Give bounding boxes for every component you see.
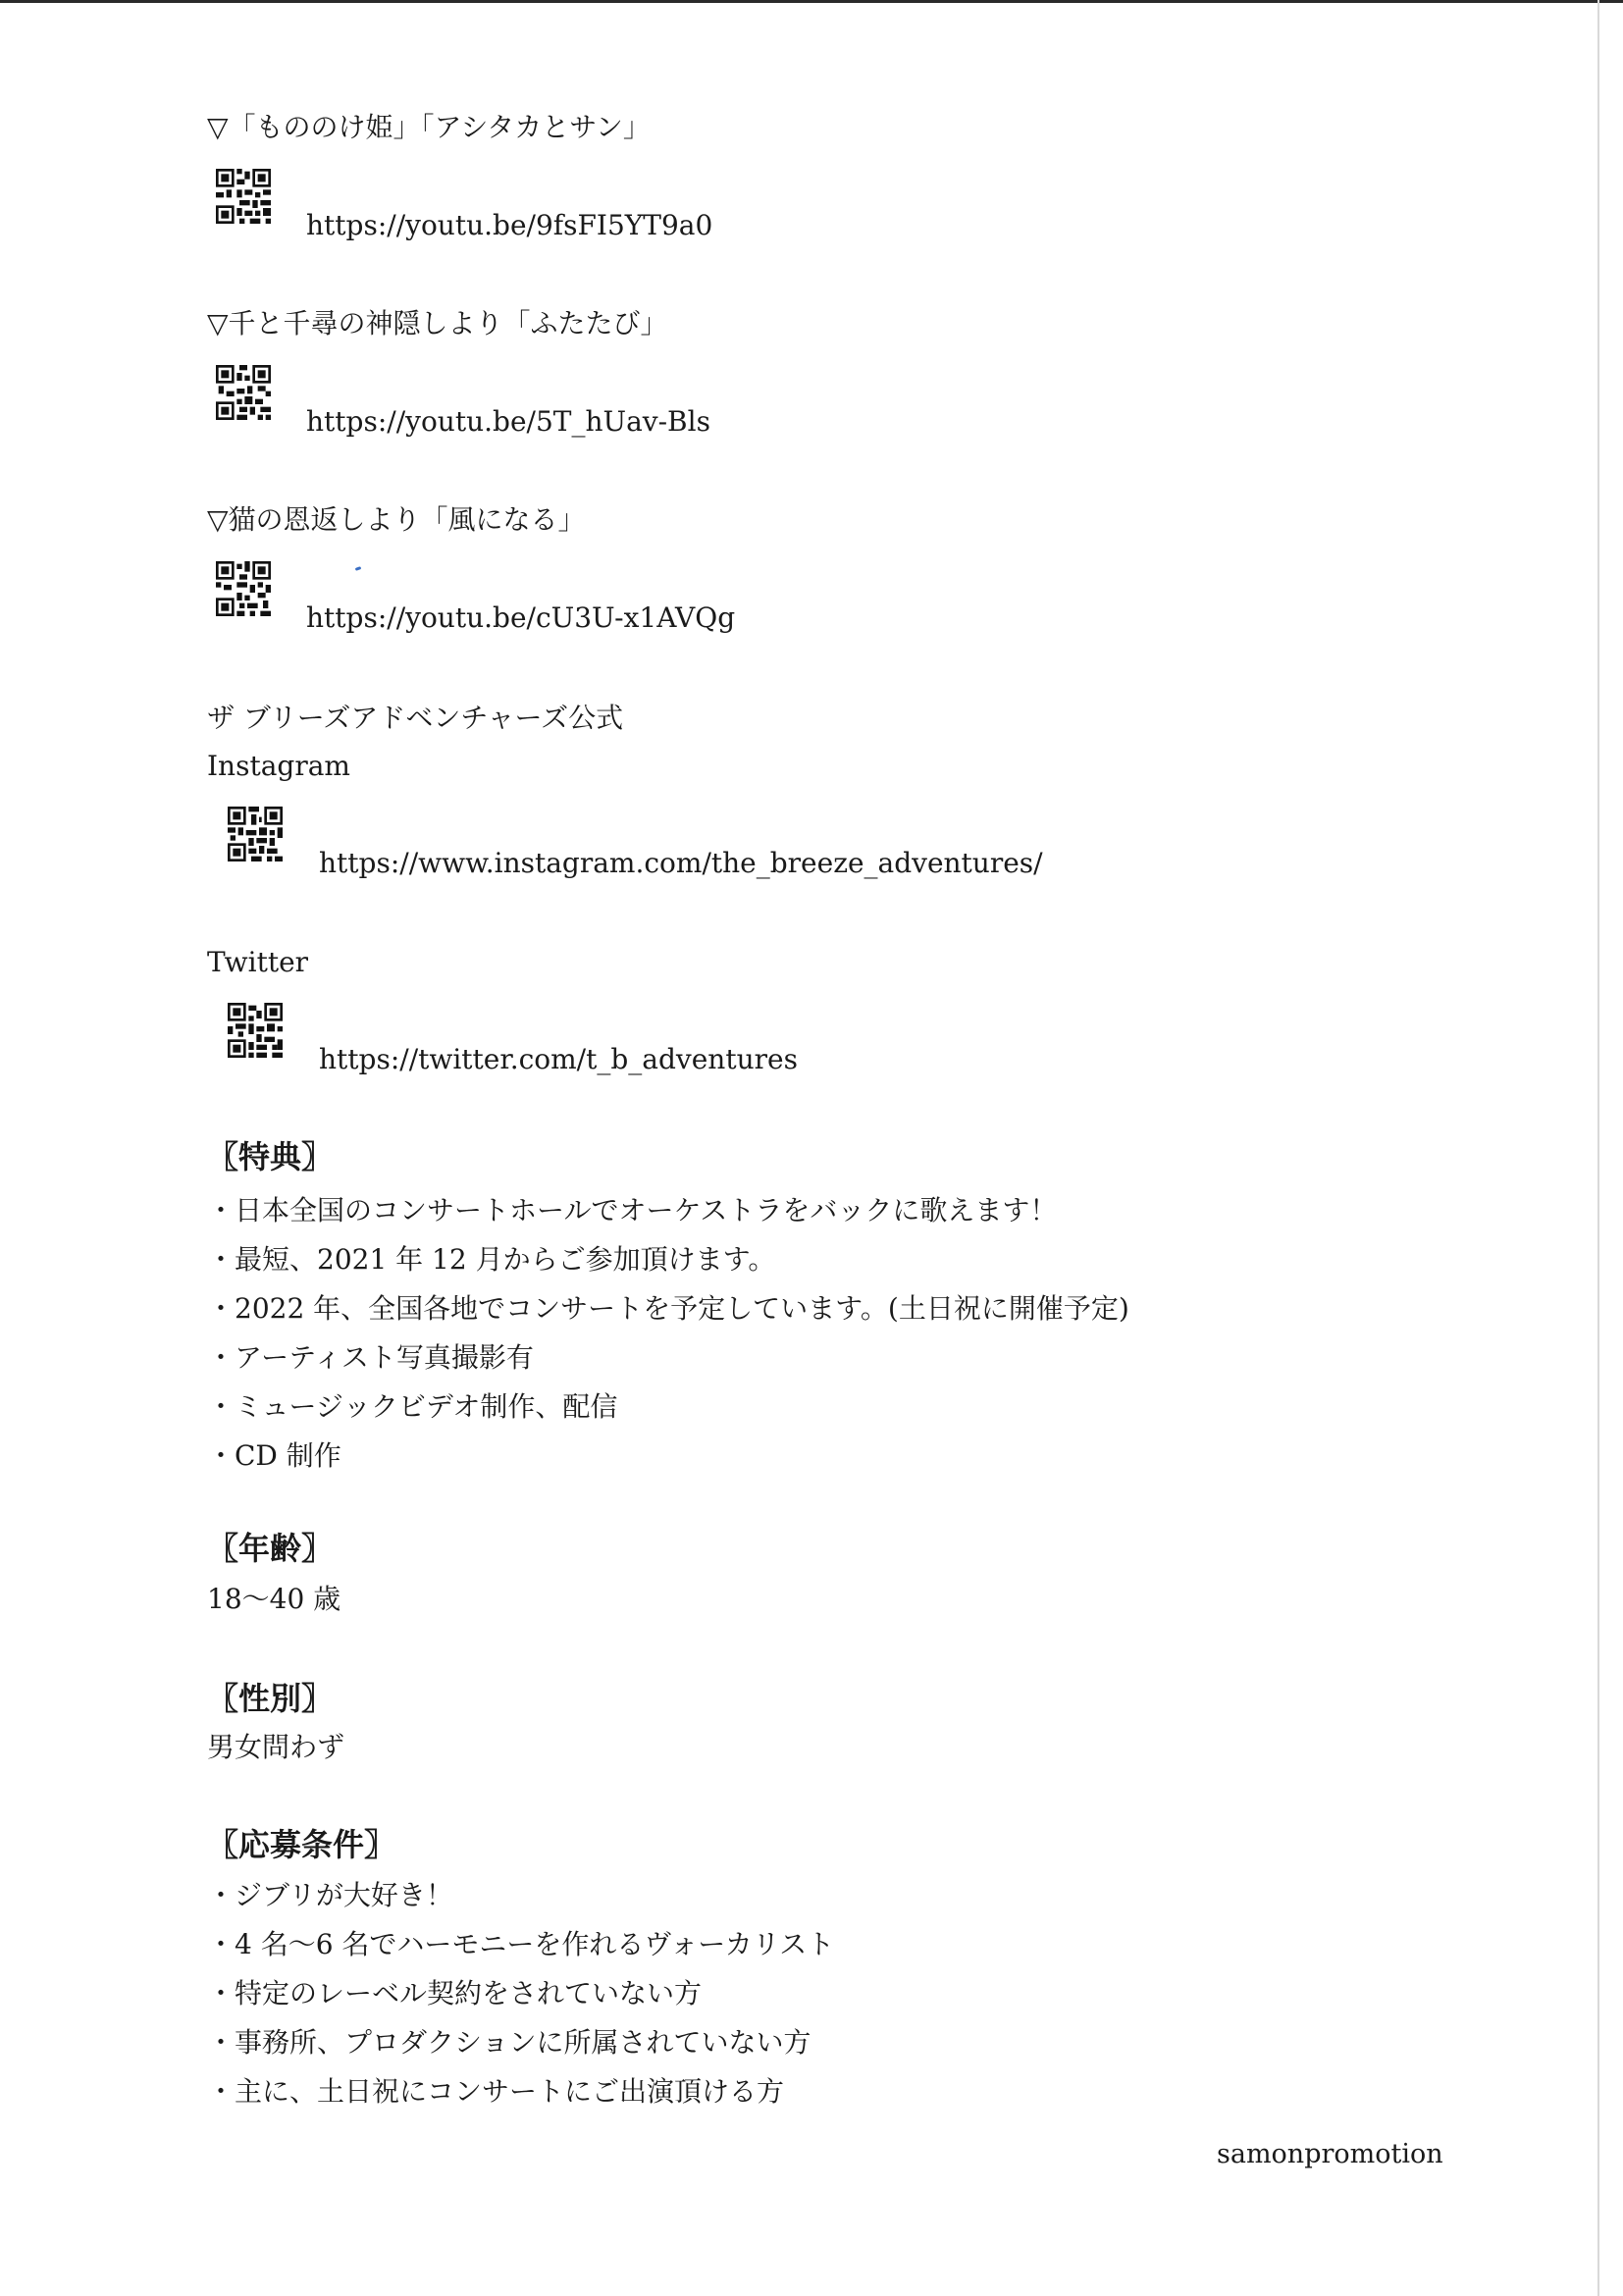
twitter-link[interactable]: https://twitter.com/t_b_adventures [319, 1043, 798, 1075]
instagram-label: Instagram [207, 750, 350, 782]
video-link-mononoke[interactable]: https://youtu.be/9fsFI5YT9a0 [306, 209, 713, 241]
gender-heading: 〖性別〗 [207, 1680, 334, 1717]
ink-speck [355, 566, 362, 571]
benefit-item: ・アーティスト写真撮影有 [207, 1341, 534, 1374]
qr-code-icon [216, 561, 271, 616]
video-heading-cat-returns: ▽猫の恩返しより「風になる」 [207, 503, 586, 536]
twitter-label: Twitter [207, 946, 309, 978]
requirements-heading: 〖応募条件〗 [207, 1826, 396, 1863]
requirement-item: ・事務所、プロダクションに所属されていない方 [207, 2026, 812, 2059]
qr-code-icon [228, 1003, 283, 1058]
benefit-item: ・CD 制作 [207, 1439, 341, 1472]
instagram-link[interactable]: https://www.instagram.com/the_breeze_adventures/ [319, 847, 1043, 879]
organizer-credit: samonpromotion [1217, 2139, 1443, 2169]
requirement-item: ・4 名〜6 名でハーモニーを作れるヴォーカリスト [207, 1928, 835, 1960]
requirement-item: ・ジブリが大好き！ [207, 1879, 453, 1911]
requirement-item: ・主に、土日祝にコンサートにご出演頂ける方 [207, 2075, 785, 2108]
video-link-spirited-away[interactable]: https://youtu.be/5T_hUav-Bls [306, 405, 710, 438]
qr-code-icon [216, 169, 271, 224]
benefit-item: ・2022 年、全国各地でコンサートを予定しています。(土日祝に開催予定) [207, 1292, 1129, 1325]
video-heading-spirited-away: ▽千と千尋の神隠しより「ふたたび」 [207, 307, 668, 339]
video-heading-mononoke: ▽「もののけ姫」「アシタカとサン」 [207, 111, 651, 143]
social-title: ザ ブリーズアドベンチャーズ公式 [207, 702, 624, 734]
age-heading: 〖年齢〗 [207, 1530, 334, 1567]
benefit-item: ・日本全国のコンサートホールでオーケストラをバックに歌えます！ [207, 1194, 1058, 1226]
benefit-item: ・最短、2021 年 12 月からご参加頂けます。 [207, 1243, 776, 1276]
gender-value: 男女問わず [207, 1731, 345, 1763]
benefits-heading: 〖特典〗 [207, 1138, 334, 1175]
age-value: 18〜40 歳 [207, 1583, 341, 1615]
benefit-item: ・ミュージックビデオ制作、配信 [207, 1390, 618, 1423]
qr-code-icon [216, 365, 271, 420]
qr-code-icon [228, 807, 283, 861]
requirement-item: ・特定のレーベル契約をされていない方 [207, 1977, 703, 2009]
video-link-cat-returns[interactable]: https://youtu.be/cU3U-x1AVQg [306, 601, 736, 634]
